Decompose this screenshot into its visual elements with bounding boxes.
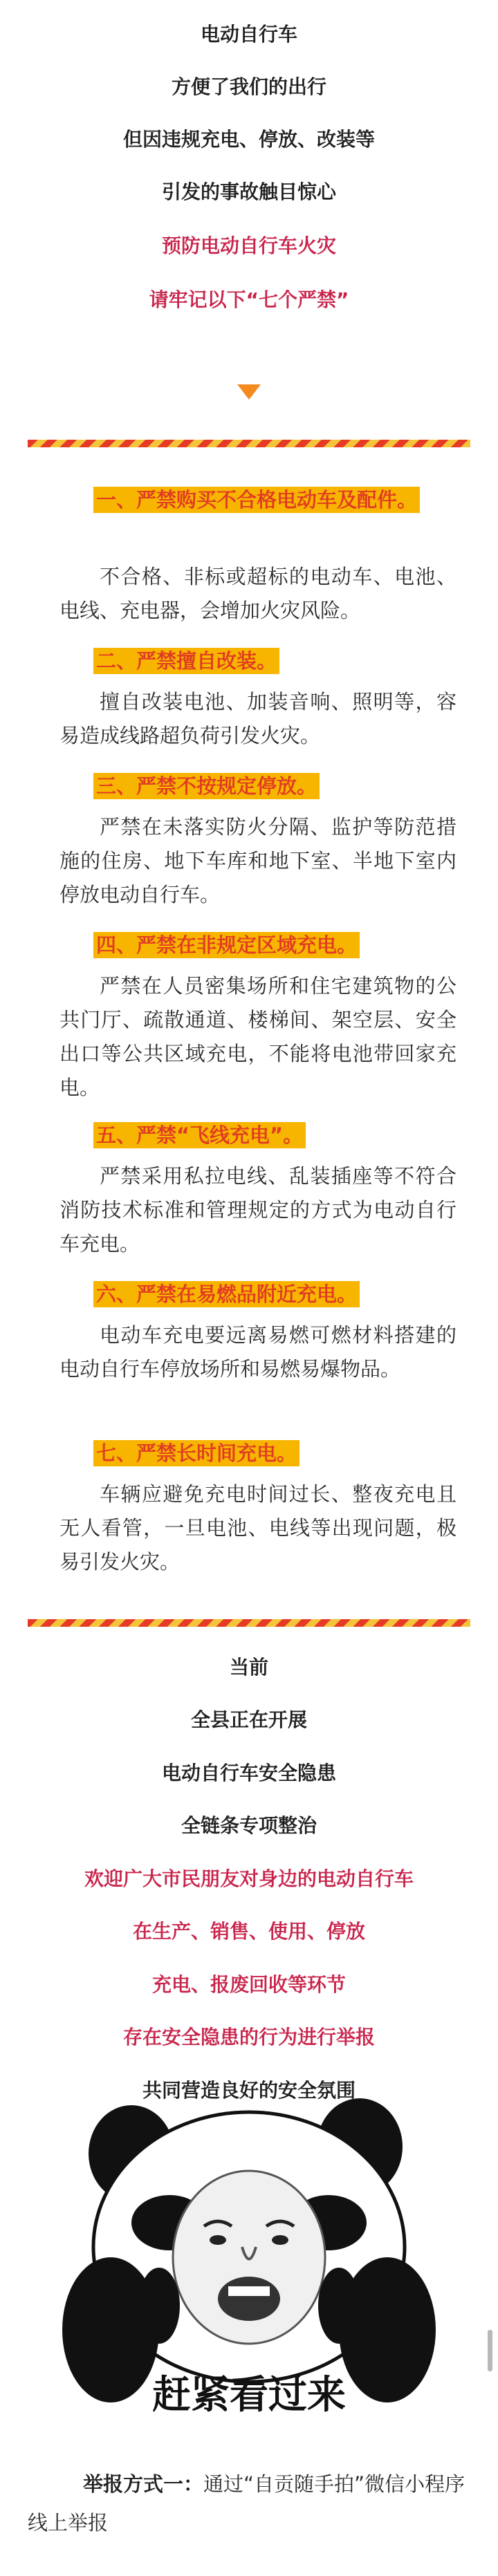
section-1-heading xyxy=(93,484,439,516)
campaign-line-9: 共同营造良好的安全氛围 xyxy=(142,2079,356,2102)
scroll-indicator[interactable] xyxy=(488,2330,492,2371)
section-4-heading xyxy=(93,930,360,960)
campaign-line-4: 全链条专项整治 xyxy=(181,1814,317,1837)
section-6-heading-text: 六、严禁在易燃品附近充电。 xyxy=(93,1281,360,1307)
section-4-heading-text: 四、严禁在非规定区域充电。 xyxy=(93,932,360,958)
campaign-line-1: 当前 xyxy=(229,1656,268,1679)
report-method xyxy=(28,2465,484,2542)
report-label: 举报方式一： xyxy=(83,2472,204,2496)
hazard-stripe-divider-top xyxy=(28,440,470,447)
campaign-line-3: 电动自行车安全隐患 xyxy=(161,1762,336,1784)
section-7-body: 车辆应避免充电时间过长、整夜充电且无人看管，一旦电池、电线等出现问题，极易引发火灾。 xyxy=(59,1482,456,1574)
section-7-heading-text: 七、严禁长时间充电。 xyxy=(93,1440,299,1466)
hazard-stripe-divider-bottom xyxy=(28,1619,470,1627)
campaign-line-5: 欢迎广大市民朋友对身边的电动自行车 xyxy=(84,1867,414,1890)
section-2-heading-text: 二、严禁擅自改装。 xyxy=(93,648,279,674)
section-7-heading xyxy=(93,1438,299,1468)
intro-line-3: 但因违规充电、停放、改装等 xyxy=(122,128,375,151)
section-3-heading-text: 三、严禁不按规定停放。 xyxy=(93,773,320,799)
section-6-body: 电动车充电要远离易燃可燃材料搭建的电动自行车停放场所和易燃易爆物品。 xyxy=(59,1323,456,1381)
section-5-body: 严禁采用私拉电线、乱装插座等不符合消防技术标准和管理规定的方式为电动自行车充电。 xyxy=(59,1164,456,1256)
intro-line-4: 引发的事故触目惊心 xyxy=(161,180,336,203)
section-5-heading-text: 五、严禁“飞线充电”。 xyxy=(93,1122,306,1148)
section-6-heading xyxy=(93,1279,360,1309)
meme-caption: 赶紧看过来 xyxy=(152,2373,346,2418)
campaign-line-2: 全县正在开展 xyxy=(190,1708,307,1731)
section-1-body: 不合格、非标或超标的电动车、电池、电线、充电器，会增加火灾风险。 xyxy=(59,565,456,622)
intro-line-5: 预防电动自行车火灾 xyxy=(161,234,336,257)
campaign-line-6: 在生产、销售、使用、停放 xyxy=(132,1920,365,1943)
intro-line-2: 方便了我们的出行 xyxy=(171,75,326,98)
section-1-heading-text: 一、严禁购买不合格电动车及配件。 xyxy=(93,487,420,513)
intro-line-6: 请牢记以下“七个严禁” xyxy=(149,288,349,311)
campaign-line-8: 存在安全隐患的行为进行举报 xyxy=(122,2026,375,2048)
section-3-heading xyxy=(93,771,320,801)
intro-line-1: 电动自行车 xyxy=(200,23,297,46)
section-2-heading xyxy=(93,646,279,676)
panda-meme-image xyxy=(55,2098,443,2402)
section-3-body: 严禁在未落实防火分隔、监护等防范措施的住房、地下车库和地下室、半地下室内停放电动自行车。 xyxy=(59,815,456,906)
report-text: 通过“自贡随手拍”微信小程序线上举报 xyxy=(28,2472,465,2535)
section-4-body: 严禁在人员密集场所和住宅建筑物的公共门厅、疏散通道、楼梯间、架空层、安全出口等公共区域充电，不能将电池带回家充电。 xyxy=(59,974,456,1099)
section-5-heading xyxy=(93,1120,306,1150)
section-2-body: 擅自改装电池、加装音响、照明等，容易造成线路超负荷引发火灾。 xyxy=(59,690,456,747)
arrow-down-icon xyxy=(237,384,261,400)
campaign-line-7: 充电、报废回收等环节 xyxy=(151,1973,346,1996)
